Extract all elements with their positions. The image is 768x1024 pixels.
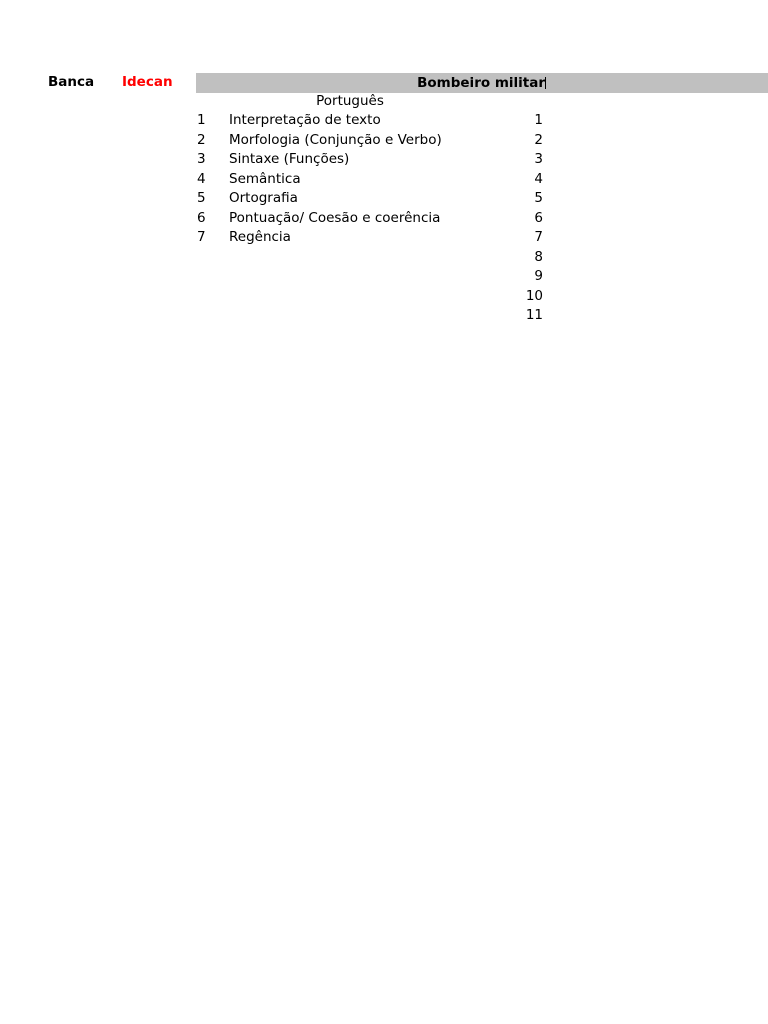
topic-text: Morfologia (Conjunção e Verbo) <box>229 131 442 148</box>
topic-text: Sintaxe (Funções) <box>229 151 350 167</box>
sequence-number: 7 <box>534 229 543 245</box>
topic-number: 2 <box>197 131 206 148</box>
sequence-number: 8 <box>534 248 543 265</box>
topic-number: 3 <box>197 151 206 167</box>
topic-number: 7 <box>197 229 206 245</box>
topic-number: 4 <box>197 170 206 187</box>
sequence-number: 5 <box>534 190 543 206</box>
topic-text: Pontuação/ Coesão e coerência <box>229 209 441 226</box>
topic-number: 6 <box>197 209 206 226</box>
topic-text: Regência <box>229 229 291 245</box>
topic-text: Interpretação de texto <box>229 112 381 128</box>
banca-value: Idecan <box>122 74 173 90</box>
sequence-number: 2 <box>534 131 543 148</box>
banca-label: Banca <box>48 74 95 90</box>
sequence-number: 1 <box>534 112 543 128</box>
topic-text: Ortografia <box>229 190 298 206</box>
sequence-number: 3 <box>534 151 543 167</box>
cell-overflow-marker <box>545 77 546 89</box>
page-title: Bombeiro militar <box>417 75 545 91</box>
subject-heading: Português <box>316 93 384 109</box>
topic-text: Semântica <box>229 170 301 187</box>
title-cell <box>196 73 545 93</box>
topic-number: 1 <box>197 112 206 128</box>
topic-number: 5 <box>197 190 206 206</box>
sequence-number: 11 <box>525 307 543 323</box>
sequence-number: 10 <box>525 287 543 304</box>
sequence-number: 4 <box>534 170 543 187</box>
sequence-number: 6 <box>534 209 543 226</box>
sequence-number: 9 <box>534 268 543 284</box>
